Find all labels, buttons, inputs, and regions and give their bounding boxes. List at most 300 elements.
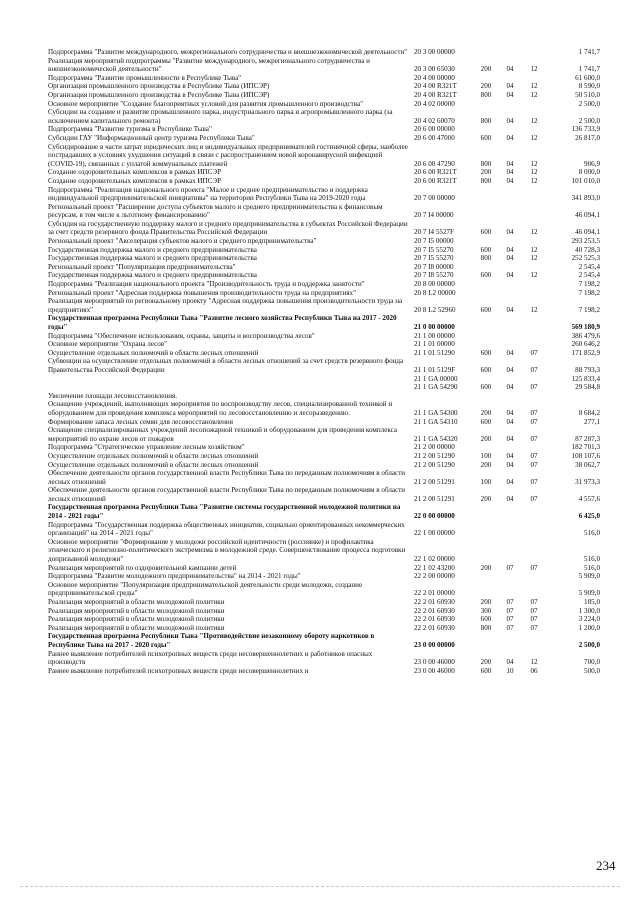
row-vr [474, 280, 498, 289]
row-rz [498, 538, 522, 564]
row-name: Формирование запаса лесных семян для лесовосстановления [48, 417, 233, 426]
table-row [48, 125, 600, 134]
row-code: 22 2 01 60930 [414, 606, 455, 615]
row-pr: 12 [530, 305, 538, 314]
row-name: Раннее выявление потребителей психотропных веществ среди несовершеннолетних и работников опасных производств [48, 649, 373, 667]
row-rz [498, 581, 522, 598]
row-rz [498, 100, 522, 109]
row-rz: 04 [506, 477, 514, 486]
row-name: Подпрограмма "Развитие промышленности в Республике Тыва" [48, 73, 242, 82]
table-row [48, 521, 600, 538]
row-pr: 07 [530, 477, 538, 486]
row-code: 21 1 01 51290 [414, 348, 455, 357]
row-amount: 88 793,3 [575, 365, 600, 374]
row-rz: 04 [506, 408, 514, 417]
row-amount: 50 510,0 [575, 90, 600, 99]
row-rz [498, 375, 522, 384]
row-rz [498, 125, 522, 134]
row-code: 20 6 00 47000 [414, 133, 455, 142]
row-vr: 200 [480, 82, 492, 91]
table-row [48, 237, 600, 246]
row-vr: 200 [480, 658, 492, 667]
row-vr [474, 125, 498, 134]
table-row [48, 332, 600, 341]
row-code: 20 6 00 R321T [414, 176, 457, 185]
row-name: Осуществление отдельных полномочий в области лесных отношений [48, 460, 259, 469]
table-row [48, 357, 600, 374]
row-name: Государственная поддержка малого и среднего предпринимательства [48, 254, 257, 263]
row-code: 20 7 I4 5527F [414, 228, 455, 237]
row-rz: 04 [506, 348, 514, 357]
row-pr: 12 [530, 90, 538, 99]
row-pr [522, 332, 546, 341]
row-name: Оснащение специализированных учреждений лесопожарной техникой и оборудованием для проведения комплекса мероприятий по охране лесов от пожаров [48, 426, 398, 443]
row-amount [546, 392, 600, 401]
table-row [48, 632, 600, 649]
table-row [48, 220, 600, 237]
row-name: Создание оздоровительных комплексов в рамках ИПСЭР [48, 168, 222, 177]
row-pr: 07 [530, 348, 538, 357]
row-pr [522, 314, 546, 331]
row-code: 21 1 GA 54290 [414, 383, 458, 392]
row-amount: 1 200,0 [578, 623, 600, 632]
row-name: Реализация мероприятий в области молодежной политики [48, 606, 225, 615]
row-vr: 200 [480, 563, 492, 572]
row-vr [474, 237, 498, 246]
row-name: Подпрограмма "Развитие туризма в Республике Тыва" [48, 125, 212, 134]
row-rz [498, 503, 522, 520]
row-code: 22 2 01 60930 [414, 598, 455, 606]
row-rz: 04 [506, 658, 514, 667]
row-rz: 10 [506, 666, 514, 675]
row-name: Реализация мероприятий по региональному проекту "Адресная поддержка повышения производительности труда на предприятиях" [48, 297, 403, 314]
row-amount: 38 062,7 [575, 460, 600, 469]
row-pr: 07 [530, 417, 538, 426]
row-vr: 600 [480, 615, 492, 624]
row-code: 20 8 00 00000 [414, 280, 455, 289]
table-row [48, 538, 600, 564]
row-amount: 8 684,2 [578, 408, 600, 417]
row-code: 20 7 I4 00000 [414, 211, 454, 220]
row-pr [522, 572, 546, 581]
row-pr: 12 [530, 116, 538, 125]
row-rz: 04 [506, 271, 514, 280]
row-pr: 12 [530, 133, 538, 142]
row-vr: 800 [480, 176, 492, 185]
row-vr [474, 203, 498, 220]
row-rz [498, 332, 522, 341]
row-amount: 293 253,5 [571, 237, 600, 246]
row-pr: 12 [530, 271, 538, 280]
row-vr: 800 [480, 159, 492, 168]
row-rz: 07 [506, 598, 514, 606]
row-amount: 136 733,9 [571, 125, 600, 134]
row-amount: 906,9 [584, 159, 600, 168]
row-vr: 200 [480, 598, 492, 606]
table-row [48, 400, 600, 417]
row-code [414, 392, 474, 401]
page-number: 234 [596, 858, 616, 873]
row-code: 20 6 00 R321T [414, 168, 457, 177]
row-vr [474, 74, 498, 83]
row-vr: 600 [480, 271, 492, 280]
row-name: Государственная программа Республики Тыва "Развитие системы государственной молодежной политики на 2014 - 2021 годы" [48, 503, 401, 521]
table-row [48, 314, 600, 331]
row-vr [474, 332, 498, 341]
table-row [48, 418, 600, 427]
row-name: Обеспечение деятельности органов государственной власти Республики Тыва по переданным полномочиям в области лесных отношений [48, 486, 406, 503]
row-rz [498, 289, 522, 298]
row-rz: 04 [506, 82, 514, 91]
row-code: 20 3 00 65030 [414, 65, 455, 74]
row-code: 20 7 I8 00000 [414, 262, 454, 271]
row-pr [522, 503, 546, 520]
row-name: Субвенции на осуществление отдельных полномочий в области лесных отношений за счет средств резервного фонда Правительства Российской Федерации [48, 357, 404, 374]
table-row [48, 503, 600, 520]
table-row [48, 48, 600, 57]
row-rz: 04 [506, 460, 514, 469]
row-vr: 200 [480, 494, 492, 503]
row-pr [522, 186, 546, 203]
row-pr [522, 280, 546, 289]
row-vr [474, 503, 498, 520]
row-vr [474, 48, 498, 57]
row-vr: 600 [480, 365, 492, 374]
row-code: 21 0 00 00000 [414, 323, 455, 331]
row-code: 20 4 02 00000 [414, 99, 455, 108]
row-name: Государственная поддержка малого и среднего предпринимательства [48, 271, 257, 280]
row-rz [498, 263, 522, 272]
table-row [48, 615, 600, 624]
row-rz: 04 [506, 365, 514, 374]
row-rz: 04 [506, 116, 514, 125]
row-name: Субсидирование в части затрат юридических лиц и индивидуальных предпринимателей гостиничной сферы, наиболее пострадавших в условиях ухудшения ситуаций в связи с распространением новой коронавирусной инфекцией (COVID-19), связанных с уплатой коммунальных платежей [48, 142, 408, 168]
row-vr [474, 392, 498, 401]
row-pr [522, 340, 546, 349]
row-name: Организация промышленного производства в Республике Тыва (ИПСЭР) [48, 82, 270, 91]
row-vr [474, 521, 498, 538]
row-vr [474, 186, 498, 203]
row-pr: 07 [530, 383, 538, 392]
row-pr [522, 392, 546, 401]
row-code: 22 1 00 00000 [414, 529, 455, 538]
row-code: 22 2 01 00000 [414, 589, 455, 598]
row-amount: 3 224,0 [578, 615, 600, 624]
row-amount: 108 107,6 [571, 451, 600, 460]
row-amount: 8 590,0 [578, 82, 600, 91]
row-pr: 07 [530, 615, 538, 624]
row-name: Реализация мероприятий по оздоровительной кампании детей [48, 563, 237, 572]
row-name: Государственная программа Республики Тыва "Развитие лесного хозяйства Республики Тыва на 2017 - 2020 годы" [48, 314, 397, 331]
row-code: 20 3 00 00000 [414, 48, 455, 56]
row-name [48, 375, 414, 384]
table-row [48, 57, 600, 74]
row-amount: 46 094,1 [575, 211, 600, 220]
table-row [48, 297, 600, 314]
row-code: 20 8 L2 52960 [414, 305, 456, 314]
row-amount: 182 701,3 [571, 443, 600, 452]
row-code: 20 4 02 60070 [414, 116, 455, 125]
row-amount: 341 893,0 [571, 194, 600, 203]
row-pr [522, 237, 546, 246]
row-pr: 07 [530, 563, 538, 572]
row-rz: 07 [506, 606, 514, 615]
row-pr: 07 [530, 451, 538, 460]
row-code: 20 7 00 00000 [414, 194, 455, 203]
row-rz: 04 [506, 133, 514, 142]
row-rz [498, 632, 522, 649]
row-name: Подпрограмма "Стратегическое управление лесным хозяйством" [48, 443, 245, 452]
row-pr: 12 [530, 254, 538, 263]
row-vr: 800 [480, 90, 492, 99]
row-amount: 4 557,6 [578, 494, 600, 503]
row-amount: 569 180,9 [571, 323, 600, 331]
row-amount: 29 584,8 [575, 383, 600, 392]
row-name: Реализация мероприятий подпрограммы "Развитие международного, межрегионального сотрудничества и внешнеэкономической деятельности" [48, 56, 370, 74]
row-vr: 200 [480, 460, 492, 469]
scan-edge-line [20, 886, 620, 887]
table-row [48, 108, 600, 125]
row-vr [474, 581, 498, 598]
row-name: Увеличение площади лесовосстановления. [48, 391, 178, 400]
row-amount: 260 646,2 [571, 340, 600, 349]
row-vr [474, 572, 498, 581]
row-name: Раннее выявление потребителей психотропных веществ среди несовершеннолетних и [48, 666, 309, 675]
row-name: Государственная программа Республики Тыва "Противодействие незаконному обороту наркотиков в Республике Тыва на 2017 - 2020 годы" [48, 632, 375, 649]
row-amount: 40 728,3 [575, 245, 600, 254]
row-code: 21 1 GA 54320 [414, 434, 458, 443]
row-vr: 200 [480, 168, 492, 177]
row-pr [522, 632, 546, 649]
table-row [48, 74, 600, 83]
table-row [48, 443, 600, 452]
row-amount: 6 425,0 [578, 512, 600, 521]
row-pr: 07 [530, 623, 538, 632]
row-vr: 300 [480, 606, 492, 615]
table-row [48, 452, 600, 461]
row-pr: 12 [530, 159, 538, 168]
row-amount: 8 000,0 [578, 168, 600, 177]
row-code: 20 4 00 00000 [414, 73, 455, 82]
row-amount: 2 500,0 [578, 116, 600, 125]
row-rz [498, 280, 522, 289]
row-rz: 04 [506, 417, 514, 426]
row-rz: 04 [506, 494, 514, 503]
row-name: Региональный проект "Популяризация предпринимательства" [48, 262, 236, 271]
row-vr [474, 538, 498, 564]
row-name: Реализация мероприятий в области молодежной политики [48, 598, 225, 606]
row-code: 20 6 00 47290 [414, 159, 455, 168]
row-pr: 12 [530, 82, 538, 91]
row-code: 22 1 02 00000 [414, 555, 455, 564]
row-pr [522, 125, 546, 134]
table-row [48, 349, 600, 358]
row-vr: 600 [480, 305, 492, 314]
row-rz [498, 340, 522, 349]
table-row [48, 134, 600, 143]
row-name: Организация промышленного производства в Республике Тыва (ИПСЭР) [48, 90, 270, 99]
row-amount: 2 545,4 [578, 271, 600, 280]
row-rz: 04 [506, 159, 514, 168]
row-pr: 07 [530, 598, 538, 606]
table-row [48, 280, 600, 289]
row-pr: 07 [530, 460, 538, 469]
row-vr: 800 [480, 254, 492, 263]
table-row [48, 598, 600, 607]
row-amount: 26 817,0 [575, 133, 600, 142]
row-name: Подпрограмма "Реализация национального проекта "Малое и среднее предпринимательство и поддержка индивидуальной предпринимательской инициативы" на территории Республики Тыва на 2019-2020 годы [48, 185, 368, 203]
row-pr [522, 375, 546, 384]
table-row [48, 91, 600, 100]
row-code: 23 0 00 46000 [414, 658, 455, 667]
row-code: 20 7 I5 55270 [414, 245, 454, 254]
row-vr: 200 [480, 434, 492, 443]
row-name: Основное мероприятие "Формирование у молодежи российской идентичности (россиянке) и профилактика этнического и религиозно-политического экстремизма в молодежной среде. Совершенствование процесса подготовки допризывной молодежи" [48, 537, 406, 564]
row-amount: 46 094,1 [575, 228, 600, 237]
row-pr [522, 263, 546, 272]
row-pr [522, 538, 546, 564]
row-vr [474, 443, 498, 452]
row-pr: 06 [530, 666, 538, 675]
table-row [48, 254, 600, 263]
row-code: 20 7 I5 00000 [414, 237, 454, 246]
row-amount: 516,0 [584, 555, 600, 564]
row-vr [474, 263, 498, 272]
row-amount: 516,0 [584, 563, 600, 572]
row-name: Реализация мероприятий в области молодежной политики [48, 615, 225, 624]
table-row [48, 203, 600, 220]
row-vr: 100 [480, 451, 492, 460]
row-vr: 600 [480, 228, 492, 237]
row-vr [474, 314, 498, 331]
row-pr: 07 [530, 365, 538, 374]
row-amount: 7 198,2 [578, 280, 600, 289]
row-name: Региональный проект "Расширение доступа субъектов малого и среднего предпринимательства к финансовым ресурсам, в том числе к льготному финансированию" [48, 202, 383, 220]
row-rz: 04 [506, 228, 514, 237]
budget-document [48, 48, 600, 675]
row-code: 21 1 GA 54310 [414, 417, 458, 426]
row-code: 22 1 02 43200 [414, 563, 455, 572]
row-amount: 185,0 [584, 598, 600, 606]
row-rz: 07 [506, 623, 514, 632]
row-pr: 12 [530, 228, 538, 237]
row-name: Подпрограмма "Развитие международного, межрегионального сотрудничества и внешнеэкономической деятельности" [48, 48, 408, 56]
row-amount: 1 741,7 [578, 65, 600, 74]
row-name: Подпрограмма "Реализация национального проекта "Производительность труда и поддержка занятости" [48, 280, 365, 289]
row-rz: 04 [506, 254, 514, 263]
row-name: Субсидии ГАУ "Информационный центр туризма Республики Тыва" [48, 133, 255, 142]
row-rz: 04 [506, 383, 514, 392]
row-amount: 1 741,7 [578, 48, 600, 56]
row-pr: 12 [530, 245, 538, 254]
table-row [48, 564, 600, 573]
row-name: Государственная поддержка малого и среднего предпринимательства [48, 245, 257, 254]
row-pr: 07 [530, 606, 538, 615]
table-row [48, 177, 600, 186]
row-name: Подпрограмма "Государственная поддержка общественных инициатив, социально ориентированных некоммерческих организаций" на 2014 - 2021 годы" [48, 520, 405, 538]
row-code: 22 2 00 00000 [414, 572, 455, 581]
row-vr: 600 [480, 666, 492, 675]
row-rz: 04 [506, 65, 514, 74]
row-code: 20 4 00 R321T [414, 82, 457, 91]
table-row [48, 375, 600, 384]
row-amount: 5 909,0 [578, 589, 600, 598]
row-vr: 600 [480, 133, 492, 142]
table-row [48, 246, 600, 255]
budget-rows [48, 48, 600, 675]
row-code: 20 8 L2 00000 [414, 288, 456, 297]
row-rz [498, 521, 522, 538]
row-vr: 800 [480, 623, 492, 632]
table-row [48, 486, 600, 503]
row-name: Подпрограмма "Обеспечение использования, охраны, защиты и воспроизводства лесов" [48, 331, 315, 340]
row-code: 20 7 I8 55270 [414, 271, 454, 280]
row-vr [474, 632, 498, 649]
table-row [48, 581, 600, 598]
row-name: Осуществление отдельных полномочий в области лесных отношений [48, 348, 259, 357]
row-code: 21 1 01 00000 [414, 340, 455, 349]
row-code: 22 0 00 00000 [414, 512, 455, 521]
row-code: 22 2 01 60930 [414, 615, 455, 624]
table-row [48, 271, 600, 280]
row-vr: 600 [480, 245, 492, 254]
row-rz: 04 [506, 451, 514, 460]
row-name: Региональный проект "Адресная поддержка повышения производительности труда на предприятиях" [48, 288, 356, 297]
row-name: Основное мероприятие "Популяризация предпринимательской деятельности среди молодежи, создание предпринимательской среды" [48, 580, 363, 598]
row-pr: 12 [530, 658, 538, 667]
row-code: 21 2 00 51291 [414, 494, 455, 503]
row-name: Оснащение учреждений, выполняющих мероприятия по воспроизводству лесов, специализированной техникой и оборудованием для проведения комплекса мероприятий по лесовосстановлению и лесоразведению. [48, 400, 393, 417]
row-rz [498, 392, 522, 401]
row-pr: 07 [530, 494, 538, 503]
row-rz: 04 [506, 168, 514, 177]
table-row [48, 289, 600, 298]
row-rz [498, 572, 522, 581]
row-name: Субсидия на государственную поддержку малого и среднего предпринимательства в субъектах Российской Федерации за счет средств резервного фонда Правительства Российской Федерации [48, 219, 408, 237]
row-code: 21 1 01 5129F [414, 365, 456, 374]
row-rz [498, 74, 522, 83]
row-pr [522, 100, 546, 109]
row-amount: 31 973,3 [575, 477, 600, 486]
row-code: 21 2 00 51290 [414, 451, 455, 460]
row-amount: 1 300,0 [578, 606, 600, 615]
row-rz: 04 [506, 305, 514, 314]
row-name: Реализация мероприятий в области молодежной политики [48, 623, 225, 632]
row-pr: 07 [530, 408, 538, 417]
budget-table [48, 48, 600, 675]
row-vr: 200 [480, 65, 492, 74]
row-rz: 04 [506, 245, 514, 254]
table-row [48, 624, 600, 633]
table-row [48, 469, 600, 486]
row-code: 20 6 00 00000 [414, 125, 455, 134]
row-vr: 600 [480, 383, 492, 392]
row-rz: 04 [506, 434, 514, 443]
row-rz: 07 [506, 615, 514, 624]
row-amount: 2 545,4 [578, 262, 600, 271]
row-pr [522, 203, 546, 220]
row-name: Основное мероприятие "Создание благоприятных условий для развития промышленного производства" [48, 99, 364, 108]
row-rz: 07 [506, 563, 514, 572]
row-code: 22 2 01 60930 [414, 623, 455, 632]
row-rz [498, 237, 522, 246]
row-name: Региональный проект "Акселерация субъектов малого и среднего предпринимательства" [48, 237, 317, 246]
row-rz [498, 443, 522, 452]
row-amount: 516,0 [584, 529, 600, 538]
row-amount: 87 287,3 [575, 434, 600, 443]
row-amount: 2 500,0 [578, 99, 600, 108]
row-pr: 07 [530, 434, 538, 443]
